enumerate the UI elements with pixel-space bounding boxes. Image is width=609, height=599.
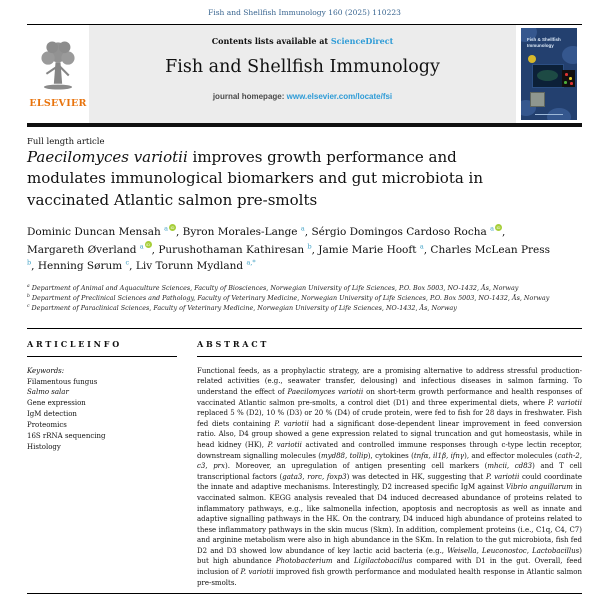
page-bottom-rule (27, 593, 582, 594)
sciencedirect-link[interactable]: ScienceDirect (330, 36, 394, 46)
keyword: Filamentous fungus (27, 377, 98, 386)
affiliation: $^a$ Department of Animal and Aquaculture Sciences, Faculty of Biosciences, Norwegian University of Life Sciences, P.O. Box 5003, NO-1432, Ås, Norway (27, 283, 519, 292)
author: Liv Torunn Mydland $^{a,*}$ (135, 258, 256, 272)
italic-text: Photobacterium (275, 557, 333, 566)
keywords-list (27, 377, 177, 453)
author: Jamie Marie Hooft $^a$, (318, 242, 431, 256)
text: activated and controlled immune responses through c-type lectin receptor, downstream signalling molecules ( (197, 440, 582, 460)
text: ), cytokines ( (367, 451, 414, 460)
divider-above-columns (27, 328, 582, 329)
text: had a significant dose-dependent linear improvement in feed conversion ratio. Also, D4 group showed a gene expression related to signal truncation and gut homeostasis, while in head kidney (HK), (197, 419, 582, 449)
abstract-column (197, 339, 582, 588)
orcid-icon[interactable]: iD (170, 224, 175, 230)
author-affiliation-sup: a (300, 224, 305, 233)
keyword: Gene expression (27, 399, 86, 408)
italic-text: P. variotii (240, 568, 274, 577)
text: ), and effector molecules ( (464, 451, 558, 460)
author: Margareth Øverland $^a$ iD , (27, 242, 159, 256)
article-info-column (27, 339, 177, 588)
italic-text: P. variotii (274, 419, 309, 428)
author-affiliation-sup: a (139, 242, 144, 251)
journal-cover-thumbnail (521, 28, 577, 120)
italic-text: cath-2, c3, prx (197, 451, 582, 471)
author-affiliation-sup: a (164, 224, 168, 233)
italic-text: myd88, tollip (321, 451, 368, 460)
cover-footer (535, 114, 563, 116)
abstract-body (197, 366, 582, 588)
article-title (27, 147, 532, 211)
author: Purushothaman Kathiresan $^b$, (158, 242, 319, 256)
cover-micrograph (532, 64, 564, 88)
keywords-label: Keywords: (27, 366, 65, 375)
journal-banner (27, 24, 582, 127)
text: compared with D1 in the gut. Overall, feed inclusion of (197, 557, 582, 577)
author: Sérgio Domingos Cardoso Rocha $^a$ iD , (311, 224, 506, 239)
banner-center (89, 25, 516, 123)
text: Functional feeds, as a prophylactic strategy, are a promising alternative to address stressful production-related activities (e.g., seawater transfer, delousing) and infectious diseases in salmon farming. To understand the effect of (197, 366, 582, 396)
author-affiliation-sup: a,* (246, 258, 256, 267)
homepage-link[interactable]: www.elsevier.com/locate/fsi (286, 92, 393, 101)
author-affiliation-sup: b (307, 242, 312, 251)
orcid-icon[interactable]: iD (496, 224, 501, 230)
italic-text: Weisella, Leuconostoc, Lactobacillus (447, 546, 580, 555)
cover-inset (530, 92, 545, 107)
author-affiliation-sup: a (419, 242, 424, 251)
affiliation: $^c$ Department of Paraclinical Sciences, Faculty of Veterinary Medicine, Norwegian University of Life Sciences, NO-1432, Ås, Norway (27, 303, 457, 312)
italic-text: P. variotii (267, 440, 302, 449)
keyword: Proteomics (27, 421, 67, 429)
keyword: 16S rRNA sequencing (27, 431, 106, 440)
info-abstract-columns (27, 339, 582, 588)
keyword: Histology (27, 442, 61, 451)
text: on short-term growth performance and health responses of vaccinated Atlantic salmon pre-smolts, a control diet (D1) and three experimental diets, where (197, 387, 582, 407)
homepage-line (89, 92, 516, 101)
author: Dominic Duncan Mensah $^a$ iD , (27, 224, 183, 239)
author-affiliation-sup: a (490, 224, 494, 233)
contents-text: Contents lists available at (211, 36, 331, 46)
cover-decoration (528, 55, 536, 63)
elsevier-tree-icon (33, 39, 83, 97)
italic-text: Paecilomyces variotii (287, 387, 364, 396)
text: ) was detected in HK, suggesting that (346, 472, 486, 481)
article-info-rule (27, 356, 177, 357)
italic-text: P. variotii (548, 398, 582, 407)
elsevier-logo (27, 25, 89, 123)
author: Henning Sørum $^c$, (37, 258, 136, 272)
affiliation: $^b$ Department of Preclinical Sciences and Pathology, Faculty of Veterinary Medicine, Norwegian University of Life Sciences, P.O. Box 5003, NO-1432, Ås, Norway (27, 293, 550, 302)
italic-text: Paecilomyces variotii (27, 148, 188, 166)
cover-area (516, 25, 582, 123)
italic-text: P. variotii (485, 472, 520, 481)
homepage-label: journal homepage: (212, 92, 287, 101)
affiliation-list (27, 284, 582, 314)
elsevier-wordmark: ELSEVIER (29, 98, 87, 109)
cover-fluorescence (562, 70, 575, 87)
italic-text: gata3, rorc, foxp3 (282, 472, 347, 481)
text: improved fish growth performance and modulated health response in Atlantic salmon pre-smolts. (197, 568, 582, 587)
author-affiliation-sup: c (125, 258, 130, 267)
italic-text: mhcii, cd83 (487, 462, 533, 471)
author-list (27, 224, 552, 275)
author: Charles McLean Press $^b$, (27, 243, 551, 272)
author-affiliation-sup: b (27, 258, 32, 267)
journal-citation: Fish and Shellfish Immunology 160 (2025) 110223 (208, 8, 401, 17)
text: replaced 5 % (D2), 10 % (D3) or 20 % (D4) of crude protein, were fed to fish for 28 days in freshwater. Fish fed diets containing (197, 409, 582, 428)
italic-text: Vibrio anguillarum (505, 483, 573, 492)
journal-title: Fish and Shellfish Immunology (165, 57, 440, 77)
article-info-heading: A R T I C L E I N F O (27, 338, 120, 349)
abstract-rule (197, 356, 582, 357)
italic-text: Ligilactobacillus (353, 557, 413, 566)
keyword: Salmo salar (27, 388, 69, 397)
abstract-heading: A B S T R A C T (197, 338, 267, 349)
author: Byron Morales-Lange $^a$, (182, 224, 312, 239)
text: ) and T cell transcriptional factors ( (197, 462, 582, 481)
text: ). Moreover, an upregulation of antigen presenting cell markers ( (224, 462, 488, 471)
text: improves growth performance and modulates immunological biomarkers and gut microbiota in vaccinated Atlantic salmon pre-smolts (27, 148, 484, 209)
cover-title: Fish & Shellfish Immunology (527, 37, 561, 48)
text: and (332, 557, 354, 566)
orcid-icon[interactable]: iD (146, 242, 151, 248)
article-type-label: Full length article (27, 137, 105, 147)
text: could coordinate the innate and adaptive mechanisms. Interestingly, D2 increased specific IgM against (197, 472, 582, 492)
contents-line (89, 36, 516, 46)
text: in vaccinated salmon. KEGG analysis revealed that D4 induced decreased abundance of proteins related to inflammatory pathways, e.g., like salmonella infection, apoptosis and necroptosis as well as innate and adaptive signalling pathways in the HK. On the contrary, D4 induced high abundance of proteins related to these inflammatory pathways in the skin mucus (Skm). In addition, complement proteins (i.e., C1q, C4, C7) and arginine metabolism were also in high abundance in the SKm. In relation to the gut microbiota, fish fed D2 and D3 showed low abundance of key lactic acid bacteria (e.g., (197, 483, 582, 555)
keyword: IgM detection (27, 410, 77, 419)
text: ) but high abundance (197, 546, 582, 566)
italic-text: tnfα, il1β, ifnγ (413, 451, 465, 460)
